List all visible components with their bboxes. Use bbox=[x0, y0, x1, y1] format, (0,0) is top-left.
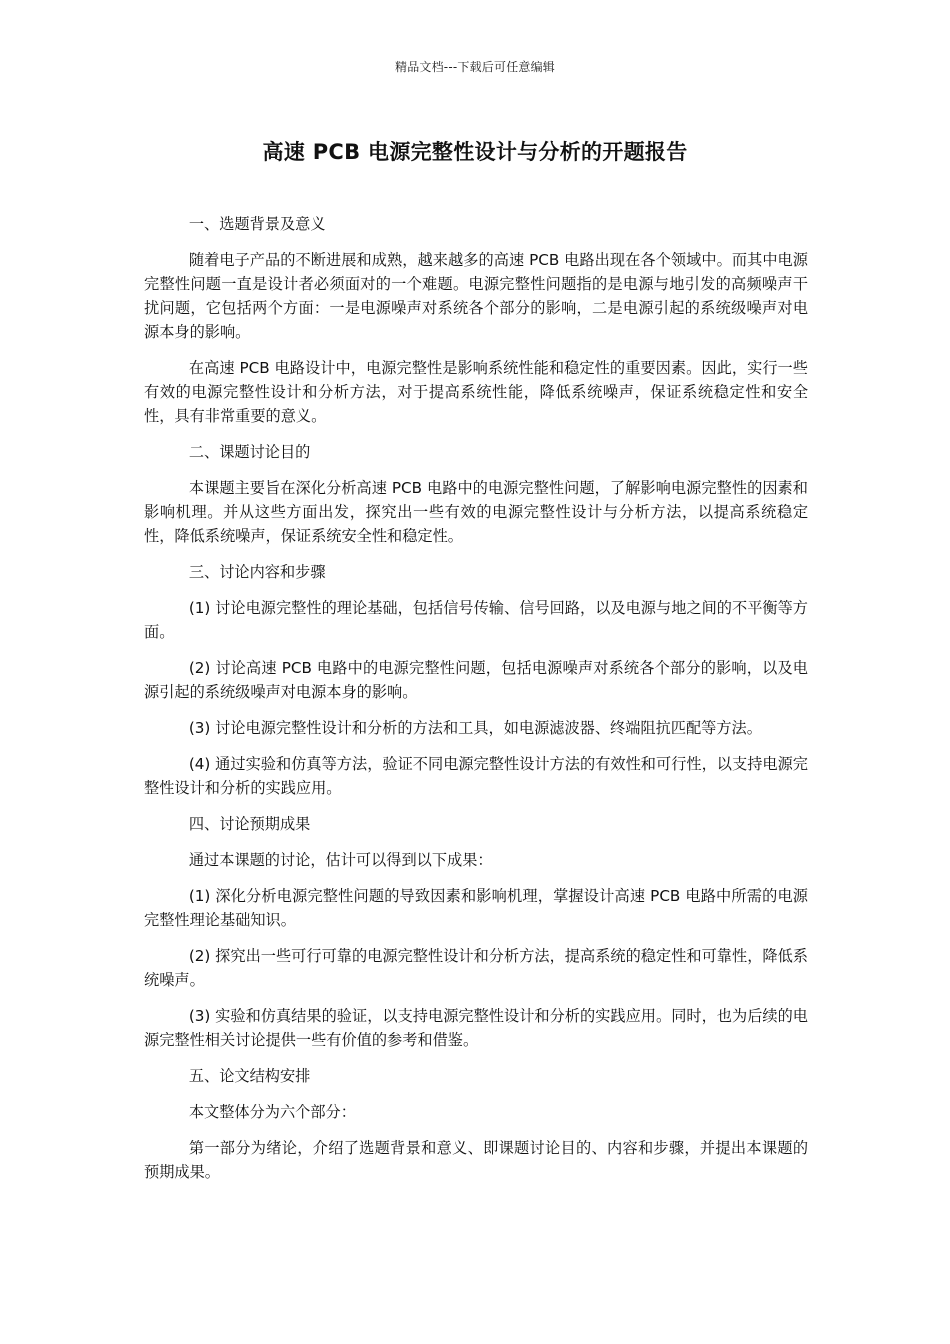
section-purpose bbox=[144, 440, 808, 548]
section-background bbox=[144, 212, 808, 428]
list-item: (2) 讨论高速 PCB 电路中的电源完整性问题，包括电源噪声对系统各个部分的影响，以及电源引起的系统级噪声对电源本身的影响。 bbox=[144, 659, 808, 701]
section-content-steps bbox=[144, 560, 808, 800]
list-item: (1) 深化分析电源完整性问题的导致因素和影响机理，掌握设计高速 PCB 电路中所需的电源完整性理论基础知识。 bbox=[144, 887, 808, 929]
list-item: (4) 通过实验和仿真等方法，验证不同电源完整性设计方法的有效性和可行性，以支持电源完整性设计和分析的实践应用。 bbox=[144, 755, 808, 797]
paragraph: 通过本课题的讨论，估计可以得到以下成果： bbox=[188, 851, 493, 869]
list-item: (3) 实验和仿真结果的验证，以支持电源完整性设计和分析的实践应用。同时，也为后续的电源完整性相关讨论提供一些有价值的参考和借鉴。 bbox=[144, 1007, 808, 1049]
list-item: (1) 讨论电源完整性的理论基础，包括信号传输、信号回路，以及电源与地之间的不平衡等方面。 bbox=[144, 599, 808, 641]
section-structure bbox=[144, 1064, 808, 1184]
section-heading: 二、课题讨论目的 bbox=[188, 443, 311, 461]
section-expected-results bbox=[144, 812, 808, 1052]
list-item: (2) 探究出一些可行可靠的电源完整性设计和分析方法，提高系统的稳定性和可靠性，降低系统噪声。 bbox=[144, 947, 808, 989]
section-heading: 三、讨论内容和步骤 bbox=[188, 563, 326, 581]
header-watermark: 精品文档---下载后可任意编辑 bbox=[395, 60, 555, 74]
section-heading: 五、论文结构安排 bbox=[188, 1067, 311, 1085]
list-item: (3) 讨论电源完整性设计和分析的方法和工具，如电源滤波器、终端阻抗匹配等方法。 bbox=[188, 719, 762, 737]
paragraph: 在高速 PCB 电路设计中，电源完整性是影响系统性能和稳定性的重要因素。因此，实行一些有效的电源完整性设计和分析方法，对于提高系统性能，降低系统噪声，保证系统稳定性和安全性，具有非常重要的意义。 bbox=[144, 359, 808, 425]
document-body bbox=[144, 212, 808, 1196]
paragraph: 本文整体分为六个部分： bbox=[188, 1103, 356, 1121]
section-heading: 一、选题背景及意义 bbox=[188, 215, 326, 233]
paragraph: 第一部分为绪论，介绍了选题背景和意义、即课题讨论目的、内容和步骤，并提出本课题的预期成果。 bbox=[144, 1139, 808, 1181]
document-title: 高速 PCB 电源完整性设计与分析的开题报告 bbox=[262, 140, 688, 164]
paragraph: 本课题主要旨在深化分析高速 PCB 电路中的电源完整性问题，了解影响电源完整性的因素和影响机理。并从这些方面出发，探究出一些有效的电源完整性设计与分析方法，以提高系统稳定性，降低系统噪声，保证系统安全性和稳定性。 bbox=[144, 479, 808, 545]
section-heading: 四、讨论预期成果 bbox=[188, 815, 311, 833]
paragraph: 随着电子产品的不断进展和成熟，越来越多的高速 PCB 电路出现在各个领域中。而其中电源完整性问题一直是设计者必须面对的一个难题。电源完整性问题指的是电源与地引发的高频噪声干扰问题，它包括两个方面：一是电源噪声对系统各个部分的影响，二是电源引起的系统级噪声对电源本身的影响。 bbox=[144, 251, 808, 341]
